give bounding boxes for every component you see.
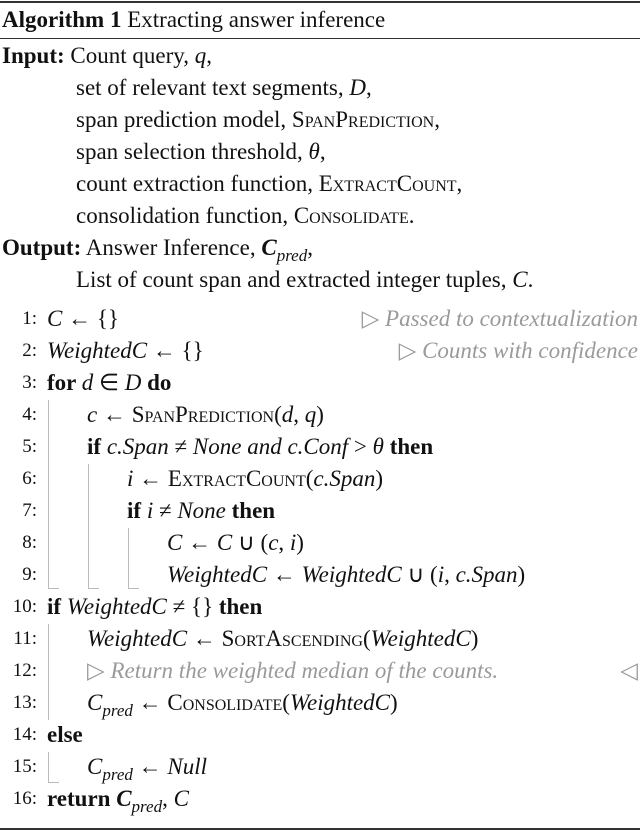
expression-text: ) xyxy=(316,402,324,427)
algorithm-line xyxy=(0,719,640,751)
expression-text: q xyxy=(194,43,207,68)
algorithm-line xyxy=(0,751,640,783)
expression-text: i xyxy=(289,530,297,555)
expression-text: ← xyxy=(267,562,302,587)
io-line xyxy=(0,264,640,296)
expression-text: , xyxy=(293,402,305,427)
expression-text: c.Span xyxy=(313,466,376,491)
line-code xyxy=(47,367,171,399)
expression-text: ← {} xyxy=(147,338,204,363)
io-line-text xyxy=(76,168,462,200)
io-line xyxy=(0,168,640,200)
expression-text: C xyxy=(87,690,103,715)
io-line-text xyxy=(2,40,212,72)
expression-text: count extraction function, xyxy=(76,171,319,196)
expression-text: WeightedC xyxy=(167,562,268,587)
line-code xyxy=(87,751,207,783)
line-number: 1: xyxy=(22,308,37,329)
bottom-rule xyxy=(0,828,640,830)
expression-text: c xyxy=(87,402,98,427)
expression-text: ← xyxy=(97,402,132,427)
else-block-guide xyxy=(48,752,59,783)
expression-text: q xyxy=(304,402,317,427)
keyword: Input: xyxy=(2,43,65,68)
line-number: 6: xyxy=(22,468,37,489)
line-number: 15: xyxy=(12,756,37,777)
line-code xyxy=(87,623,478,655)
expression-text: ← xyxy=(133,466,168,491)
function-name: ExtractCount xyxy=(167,466,306,491)
expression-text: i xyxy=(146,498,154,523)
keyword: then xyxy=(225,498,276,523)
line-comment xyxy=(362,303,638,335)
line-number: 5: xyxy=(22,436,37,457)
io-line-text xyxy=(76,72,372,104)
line-code xyxy=(47,719,83,751)
algorithm-line xyxy=(0,367,640,399)
line-code xyxy=(167,527,304,559)
expression-text: , xyxy=(206,43,213,68)
expression-text: c.Span xyxy=(106,434,169,459)
expression-text: ) xyxy=(470,626,479,651)
line-code xyxy=(47,783,189,815)
expression-text: Answer Inference, xyxy=(81,235,262,260)
expression-text: ) xyxy=(390,690,398,715)
io-line xyxy=(0,200,640,232)
io-line xyxy=(0,232,640,264)
expression-text: ) xyxy=(517,562,526,587)
keyword: then xyxy=(218,594,263,619)
if-weighted-guide xyxy=(48,624,59,720)
expression-text: pred xyxy=(131,797,163,816)
expression-text: ( xyxy=(305,466,314,491)
line-number: 7: xyxy=(22,500,37,521)
expression-text: ) xyxy=(375,466,384,491)
expression-text: WeightedC xyxy=(370,626,471,651)
expression-text: C xyxy=(261,235,277,260)
expression-text: d xyxy=(81,370,94,395)
line-number: 10: xyxy=(12,596,37,617)
expression-text: , xyxy=(307,235,313,260)
expression-text: ≠ xyxy=(168,434,193,459)
expression-text: C xyxy=(47,306,63,331)
expression-text: WeightedC xyxy=(289,690,391,715)
expression-text: , xyxy=(162,786,174,811)
keyword: if xyxy=(47,594,67,619)
expression-text: ← xyxy=(182,530,217,555)
expression-text: Null xyxy=(167,754,207,779)
comment-text: Return the weighted median of the counts. xyxy=(110,658,499,683)
algorithm-line xyxy=(0,655,640,687)
io-line-text xyxy=(76,104,440,136)
line-number: 8: xyxy=(22,532,37,553)
expression-text: i xyxy=(437,562,445,587)
keyword: for xyxy=(47,370,82,395)
expression-text: ← xyxy=(132,754,168,779)
algorithm-line xyxy=(0,591,640,623)
io-line-text xyxy=(76,264,533,296)
io-line-text xyxy=(76,200,414,232)
expression-text: , xyxy=(366,75,372,100)
expression-text: None and c.Conf xyxy=(192,434,349,459)
expression-text: pred xyxy=(102,701,133,720)
algorithm-line xyxy=(0,687,640,719)
expression-text: ∪ ( xyxy=(401,562,438,587)
io-line xyxy=(0,104,640,136)
io-line xyxy=(0,40,640,72)
expression-text: , xyxy=(278,530,290,555)
keyword: Output: xyxy=(2,235,82,260)
algorithm-label: Algorithm 1 xyxy=(2,7,122,32)
line-code xyxy=(47,591,262,623)
caption-rule xyxy=(0,38,640,39)
function-name: SpanPrediction xyxy=(291,107,435,132)
algorithm-title: Extracting answer inference xyxy=(127,7,386,32)
line-number: 4: xyxy=(22,404,37,425)
expression-text: pred xyxy=(276,246,308,265)
expression-text: ≠ {} xyxy=(166,594,219,619)
expression-text: , xyxy=(319,139,326,164)
expression-text: List of count span and extracted integer tuples, xyxy=(76,267,513,292)
keyword: do xyxy=(141,370,172,395)
expression-text: ∪ ( xyxy=(232,530,269,555)
algorithm-line xyxy=(0,623,640,655)
io-line-text xyxy=(2,232,313,264)
expression-text: C xyxy=(116,786,132,811)
expression-text: pred xyxy=(102,765,133,784)
expression-text: ← {} xyxy=(62,306,119,331)
keyword: if xyxy=(127,498,147,523)
line-number: 3: xyxy=(22,372,37,393)
keyword: then xyxy=(383,434,434,459)
expression-text: Count query, xyxy=(64,43,195,68)
expression-text: D xyxy=(124,370,142,395)
expression-text: d xyxy=(281,402,294,427)
expression-text: ) xyxy=(296,530,304,555)
expression-text: span selection threshold, xyxy=(76,139,309,164)
expression-text: WeightedC xyxy=(66,594,167,619)
expression-text: C xyxy=(167,530,183,555)
top-rule xyxy=(0,1,640,3)
expression-text: , xyxy=(434,107,440,132)
expression-text: ( xyxy=(282,690,290,715)
algorithm-line xyxy=(0,399,640,431)
line-code xyxy=(87,655,498,687)
algorithm-line xyxy=(0,303,640,335)
expression-text: ← xyxy=(187,626,222,651)
expression-text: ( xyxy=(274,402,282,427)
line-code xyxy=(87,431,433,463)
if-block-guide xyxy=(88,464,99,589)
line-comment xyxy=(399,335,638,367)
expression-text: c xyxy=(268,530,279,555)
comment-text: Passed to contextualization xyxy=(385,306,638,331)
line-number: 16: xyxy=(12,788,37,809)
line-code xyxy=(127,495,275,527)
expression-text: ← xyxy=(132,690,168,715)
expression-text: WeightedC xyxy=(87,626,188,651)
expression-text: , xyxy=(456,171,463,196)
expression-text: θ xyxy=(372,434,384,459)
expression-text: > xyxy=(348,434,373,459)
expression-text: θ xyxy=(308,139,320,164)
line-number: 9: xyxy=(22,564,37,585)
keyword: if xyxy=(87,434,107,459)
comment-text: ▷ xyxy=(398,338,423,363)
io-line xyxy=(0,136,640,168)
expression-text: C xyxy=(87,754,103,779)
algorithm-caption xyxy=(0,4,640,36)
function-name: SortAscending xyxy=(221,626,363,651)
line-code xyxy=(167,559,525,591)
io-line-text xyxy=(76,136,326,168)
algorithm-line xyxy=(0,431,640,463)
line-code xyxy=(87,687,398,719)
comment-text: ◁ xyxy=(620,658,638,683)
line-number: 14: xyxy=(12,724,37,745)
comment-text: Counts with confidence xyxy=(422,338,638,363)
line-number: 12: xyxy=(12,660,37,681)
comment-text: ▷ xyxy=(87,658,111,683)
function-name: Consolidate xyxy=(293,203,409,228)
expression-text: C xyxy=(216,530,233,555)
expression-text: ∈ xyxy=(93,370,125,395)
expression-text: , xyxy=(444,562,456,587)
function-name: ExtractCount xyxy=(318,171,457,196)
expression-text: c.Span xyxy=(455,562,518,587)
expression-text: WeightedC xyxy=(47,338,148,363)
expression-text: span prediction model, xyxy=(76,107,292,132)
expression-text: C xyxy=(173,786,189,811)
line-number: 2: xyxy=(22,340,37,361)
expression-text: None xyxy=(177,498,226,523)
expression-text: ≠ xyxy=(153,498,178,523)
function-name: Consolidate xyxy=(167,690,283,715)
algorithm-line xyxy=(0,783,640,815)
expression-text: . xyxy=(408,203,415,228)
io-line xyxy=(0,72,640,104)
expression-text: set of relevant text segments, xyxy=(76,75,350,100)
expression-text: consolidation function, xyxy=(76,203,294,228)
line-code xyxy=(127,463,383,495)
expression-text: C xyxy=(512,267,528,292)
expression-text: WeightedC xyxy=(301,562,402,587)
expression-text: ( xyxy=(362,626,371,651)
keyword: else xyxy=(47,722,83,747)
expression-text: . xyxy=(527,267,534,292)
comment-text: ▷ xyxy=(361,306,386,331)
line-comment xyxy=(620,655,638,687)
line-code xyxy=(87,399,324,431)
line-code xyxy=(47,303,119,335)
function-name: SpanPrediction xyxy=(131,402,275,427)
line-number: 11: xyxy=(13,628,37,649)
algorithm-line xyxy=(0,335,640,367)
line-code xyxy=(47,335,204,367)
for-block-guide xyxy=(48,400,59,589)
expression-text: D xyxy=(349,75,366,100)
expression-text: i xyxy=(127,466,134,491)
line-number: 13: xyxy=(12,692,37,713)
inner-if-block-guide xyxy=(128,528,139,589)
keyword: return xyxy=(47,786,117,811)
